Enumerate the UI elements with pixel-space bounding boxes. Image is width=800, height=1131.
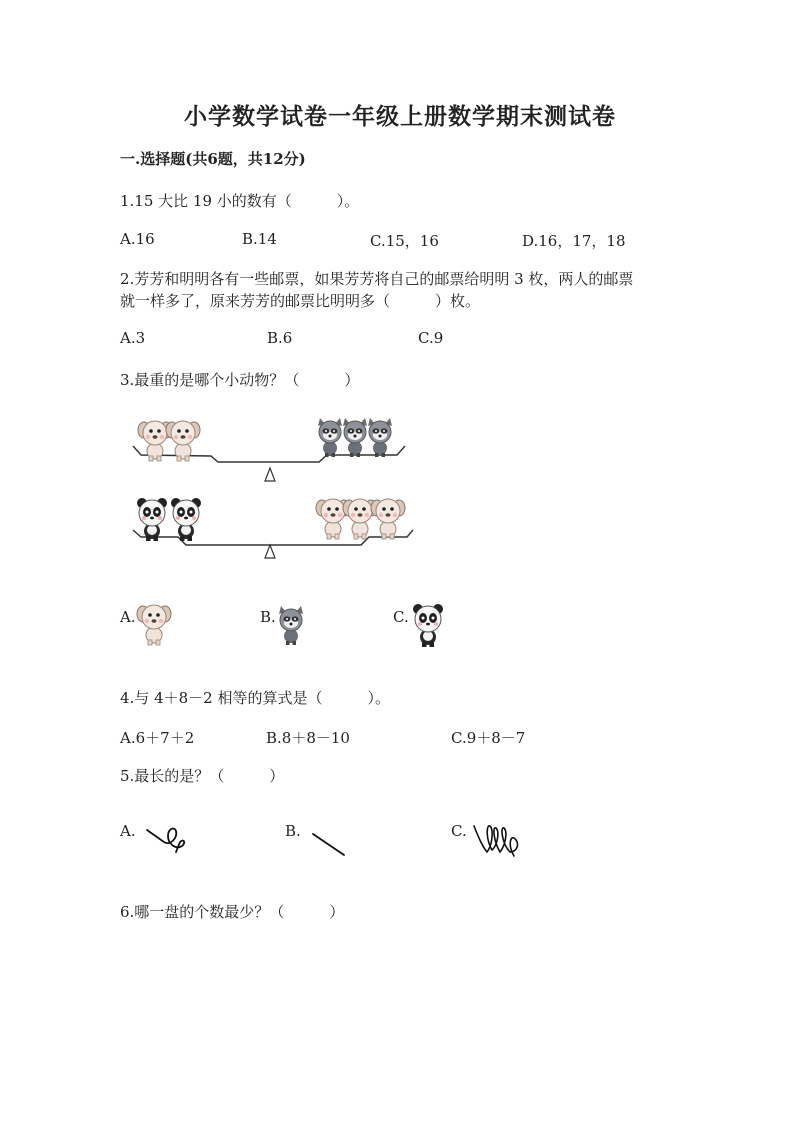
question-3-option-b: B. [260, 608, 276, 626]
squiggle-line-icon [147, 829, 184, 852]
question-3-option-a: A. [120, 608, 136, 626]
loop-line-icon [474, 826, 517, 856]
panda-icon [413, 604, 443, 647]
dog-icon [371, 499, 405, 539]
question-3-option-c: C. [393, 608, 409, 626]
balance-scale-1 [133, 418, 405, 481]
raccoon-icon [368, 418, 392, 457]
question-5-option-b: B. [285, 822, 301, 840]
question-4-text: 4.与 4＋8－2 相等的算式是（ ）。 [120, 689, 390, 707]
question-4-option-a: A.6＋7＋2 [120, 729, 195, 747]
question-4-option-c: C.9＋8－7 [451, 729, 526, 747]
question-1-option-d: D.16，17，18 [522, 232, 626, 250]
balance-scale-icon [265, 545, 275, 558]
question-6-text: 6.哪一盘的个数最少？（ ） [120, 903, 345, 921]
raccoon-icon [343, 418, 367, 457]
straight-line-icon [313, 834, 344, 855]
raccoon-icon [318, 418, 342, 457]
panda-icon [137, 498, 167, 541]
question-1-option-b: B.14 [242, 230, 277, 248]
raccoon-icon [279, 606, 303, 645]
question-5-option-a: A. [120, 822, 136, 840]
question-1-option-c: C.15，16 [370, 232, 439, 250]
question-2-option-c: C.9 [418, 329, 444, 347]
question-1-option-a: A.16 [120, 230, 155, 248]
page-title: 小学数学试卷一年级上册数学期末测试卷 [184, 103, 616, 130]
panda-icon [171, 498, 201, 541]
question-2-line-2: 就一样多了，原来芳芳的邮票比明明多（ ）枚。 [120, 292, 481, 310]
question-4-option-b: B.8＋8－10 [266, 729, 350, 747]
question-5-option-c: C. [451, 822, 467, 840]
question-2-option-b: B.6 [267, 329, 293, 347]
question-2-line-1: 2.芳芳和明明各有一些邮票，如果芳芳将自己的邮票给明明 3 枚，两人的邮票 [120, 270, 634, 288]
question-5-text: 5.最长的是？（ ） [120, 767, 285, 785]
section-heading: 一.选择题(共6题，共12分) [120, 150, 306, 168]
question-3-text: 3.最重的是哪个小动物？（ ） [120, 371, 360, 389]
balance-scale-2 [133, 498, 413, 558]
balance-scale-icon [265, 468, 275, 481]
question-1-text: 1.15 大比 19 小的数有（ ）。 [120, 192, 360, 210]
question-2-option-a: A.3 [120, 329, 146, 347]
dog-icon [137, 605, 171, 645]
